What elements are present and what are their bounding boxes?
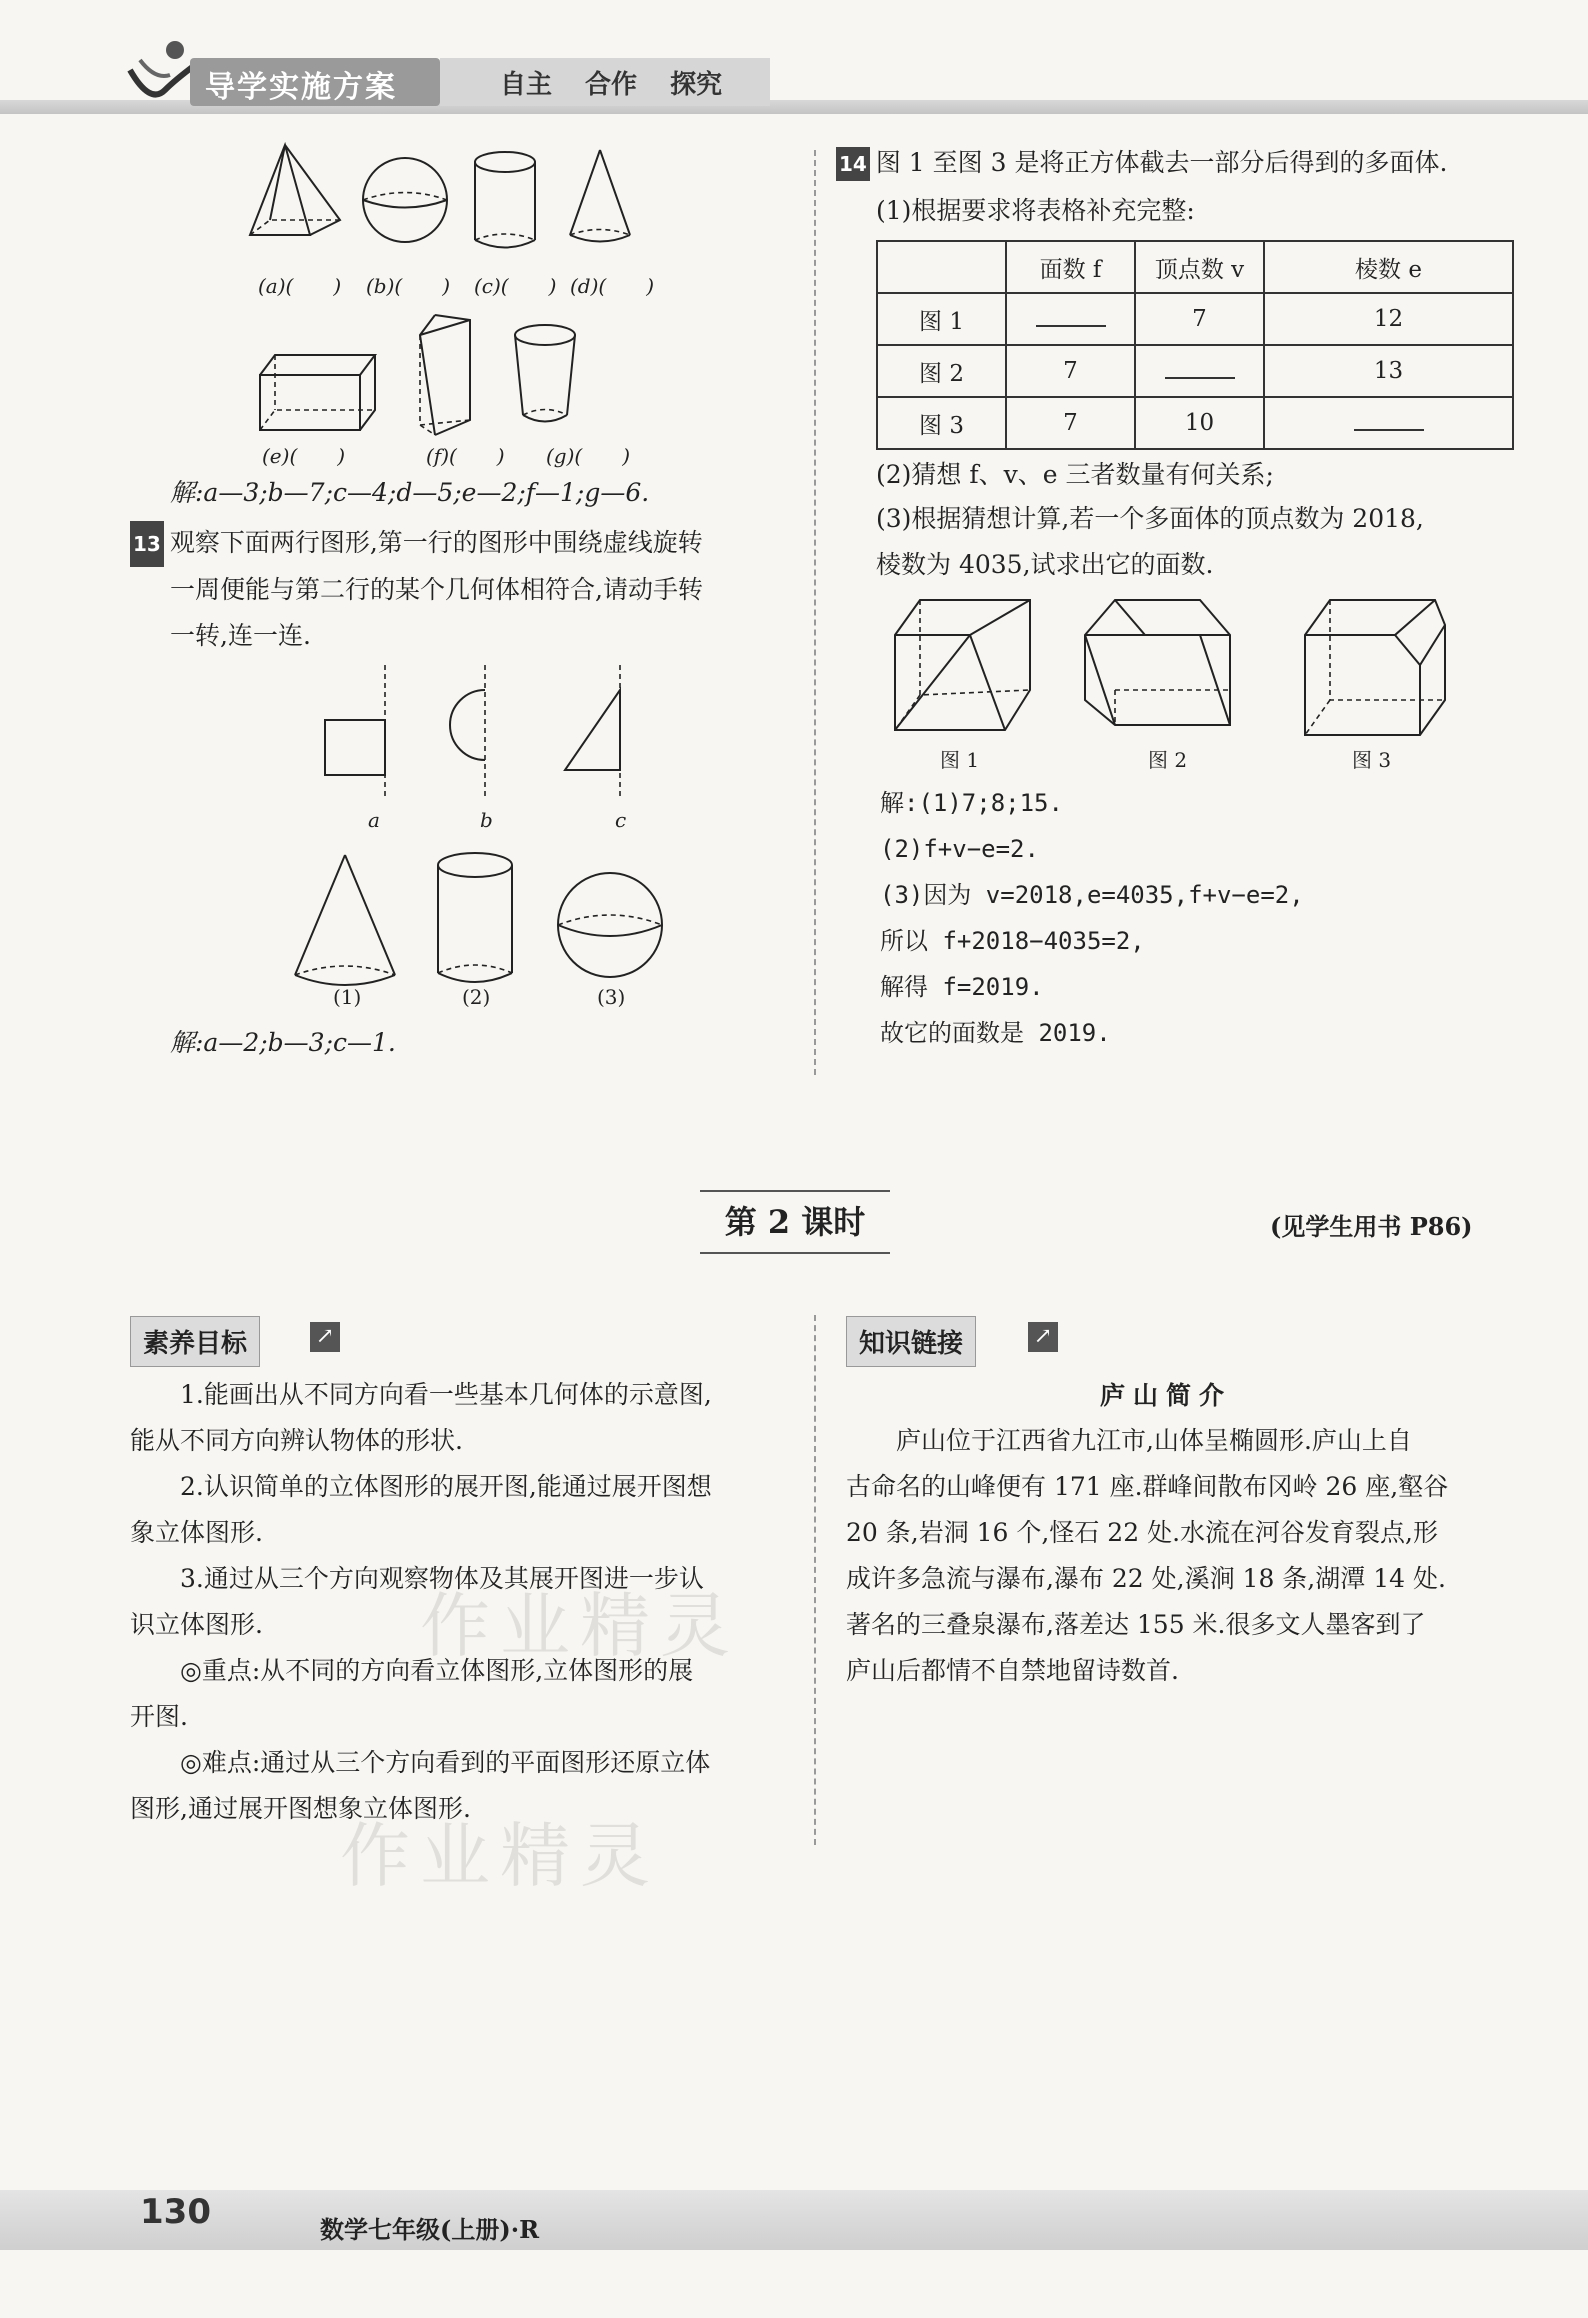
- lesson-reference: (见学生用书 P86): [1270, 1212, 1473, 1241]
- goal-line: 象立体图形.: [130, 1518, 263, 1547]
- fig-label-2: 图 2: [1148, 748, 1188, 772]
- goal-line: 识立体图形.: [130, 1610, 263, 1639]
- table-cell: 12: [1264, 293, 1513, 345]
- table-cell: 13: [1264, 345, 1513, 397]
- label-f: (f)( ): [426, 444, 505, 468]
- fig-label-1: 图 1: [940, 748, 980, 772]
- knowledge-line: 成许多急流与瀑布,瀑布 22 处,溪涧 18 条,湖潭 14 处.: [846, 1564, 1446, 1593]
- solution-line: 故它的面数是 2019.: [880, 1019, 1111, 1047]
- q14-part2: (2)猜想 f、v、e 三者数量有何关系;: [876, 460, 1274, 489]
- goal-line: 能从不同方向辨认物体的形状.: [130, 1426, 463, 1455]
- footer-band: [0, 2190, 1588, 2250]
- q13-label-2: (2): [462, 985, 491, 1009]
- label-d: (d)( ): [570, 274, 655, 298]
- table-header: [877, 241, 1006, 293]
- table-cell: 图 3: [877, 397, 1006, 449]
- solution-line: 解:(1)7;8;15.: [880, 789, 1063, 817]
- q14-intro-text: 图 1 至图 3 是将正方体截去一部分后得到的多面体.: [875, 148, 1448, 177]
- solution-line: 解得 f=2019.: [880, 973, 1044, 1001]
- q14-solution: [880, 780, 1304, 1056]
- goal-line: 开图.: [130, 1702, 188, 1731]
- q14-part1: (1)根据要求将表格补充完整:: [876, 196, 1195, 225]
- q13-label-c: c: [615, 808, 627, 832]
- cube-cut-figure-1: [895, 600, 1030, 730]
- lesson-title: 第 2 课时: [700, 1190, 890, 1254]
- goal-line: 3.通过从三个方向观察物体及其展开图进一步认: [180, 1564, 704, 1593]
- goal-line: ◎重点:从不同的方向看立体图形,立体图形的展: [180, 1656, 694, 1685]
- q12-answer: 解:a—3;b—7;c—4;d—5;e—2;f—1;g—6.: [170, 478, 650, 507]
- q14-table: [876, 240, 1514, 450]
- cube-cut-figure-2: [1085, 600, 1230, 725]
- q13-line-3: 一转,连一连.: [170, 621, 311, 650]
- goal-line: ◎难点:通过从三个方向看到的平面图形还原立体: [180, 1748, 711, 1777]
- table-row: [877, 293, 1513, 345]
- q13-line-2: 一周便能与第二行的某个几何体相符合,请动手转: [170, 575, 703, 604]
- label-g: (g)( ): [546, 444, 631, 468]
- fig-label-3: 图 3: [1352, 748, 1392, 772]
- table-cell-blank: [1264, 397, 1513, 449]
- table-cell: 7: [1006, 397, 1135, 449]
- knowledge-line: 著名的三叠泉瀑布,落差达 155 米.很多文人墨客到了: [846, 1610, 1426, 1639]
- table-cell: 7: [1006, 345, 1135, 397]
- table-row: [877, 397, 1513, 449]
- cube-cut-figure-3: [1305, 600, 1445, 735]
- q13-label-3: (3): [597, 985, 626, 1009]
- cylinder-figure: [475, 152, 535, 248]
- q13-line-1: 观察下面两行图形,第一行的图形中围绕虚线旋转: [169, 528, 703, 557]
- arrow-icon: ↗: [1028, 1322, 1058, 1352]
- table-cell-blank: [1006, 293, 1135, 345]
- goal-line: 2.认识简单的立体图形的展开图,能通过展开图想: [180, 1472, 712, 1501]
- page-number: 130: [140, 2192, 211, 2232]
- frustum-figure: [515, 325, 575, 422]
- watermark: 作业精灵: [420, 1585, 740, 1667]
- goal-line: 图形,通过展开图想象立体图形.: [130, 1794, 471, 1823]
- q14-number: 14: [836, 147, 870, 181]
- table-header: 顶点数 v: [1135, 241, 1264, 293]
- table-header-row: [877, 241, 1513, 293]
- sphere-figure: [363, 158, 447, 242]
- q12-figures: [230, 140, 670, 474]
- q14-part3-line1: (3)根据猜想计算,若一个多面体的顶点数为 2018,: [876, 504, 1424, 533]
- table-cell: 10: [1135, 397, 1264, 449]
- label-b: (b)( ): [366, 274, 451, 298]
- q14-intro: [836, 146, 1447, 181]
- table-cell: 图 1: [877, 293, 1006, 345]
- knowledge-body: [846, 1418, 1448, 1694]
- watermark: 作业精灵: [340, 1815, 660, 1897]
- table-header: 棱数 e: [1264, 241, 1513, 293]
- knowledge-line: 古命名的山峰便有 171 座.群峰间散布冈岭 26 座,壑谷: [846, 1472, 1449, 1501]
- label-c: (c)( ): [474, 274, 557, 298]
- knowledge-line: 庐山后都情不自禁地留诗数首.: [846, 1656, 1179, 1685]
- label-e: (e)( ): [262, 444, 346, 468]
- table-row: [877, 345, 1513, 397]
- goal-line: 1.能画出从不同方向看一些基本几何体的示意图,: [180, 1380, 712, 1409]
- solution-line: 所以 f+2018−4035=2,: [880, 927, 1145, 955]
- q14-part3-line2: 棱数为 4035,试求出它的面数.: [876, 550, 1214, 579]
- pyramid-figure: [250, 145, 340, 235]
- knowledge-line: 庐山位于江西省九江市,山体呈椭圆形.庐山上自: [896, 1426, 1412, 1455]
- table-cell: 图 2: [877, 345, 1006, 397]
- arrow-icon: ↗: [310, 1322, 340, 1352]
- q13-label-a: a: [368, 808, 380, 832]
- table-header: 面数 f: [1006, 241, 1135, 293]
- q13-number: 13: [130, 521, 164, 567]
- header-title: 导学实施方案: [205, 70, 397, 105]
- solution-line: (3)因为 v=2018,e=4035,f+v−e=2,: [880, 881, 1304, 909]
- logo-icon: [120, 30, 200, 114]
- book-title: 数学七年级(上册)·R: [320, 2215, 540, 2244]
- solution-line: (2)f+v−e=2.: [880, 835, 1039, 863]
- knowledge-line: 20 条,岩洞 16 个,怪石 22 处.水流在河谷发育裂点,形: [846, 1518, 1438, 1547]
- q13-label-1: (1): [333, 985, 362, 1009]
- table-cell: 7: [1135, 293, 1264, 345]
- knowledge-tag: 知识链接: [846, 1316, 976, 1367]
- prism-figure: [420, 315, 470, 435]
- header-tags: 自主 合作 探究: [500, 70, 723, 100]
- q13-label-b: b: [480, 808, 493, 832]
- goals-tag: 素养目标: [130, 1316, 260, 1367]
- label-a: (a)( ): [258, 274, 342, 298]
- box-figure: [260, 355, 375, 430]
- column-divider-top: [814, 150, 816, 1075]
- cone-figure: [570, 150, 630, 242]
- column-divider-bottom: [814, 1315, 816, 1845]
- q13-answer: 解:a—2;b—3;c—1.: [170, 1028, 396, 1057]
- q13-text: [130, 520, 703, 659]
- knowledge-title: 庐山简介: [1100, 1381, 1233, 1410]
- q14-figures: [890, 590, 1460, 754]
- table-cell-blank: [1135, 345, 1264, 397]
